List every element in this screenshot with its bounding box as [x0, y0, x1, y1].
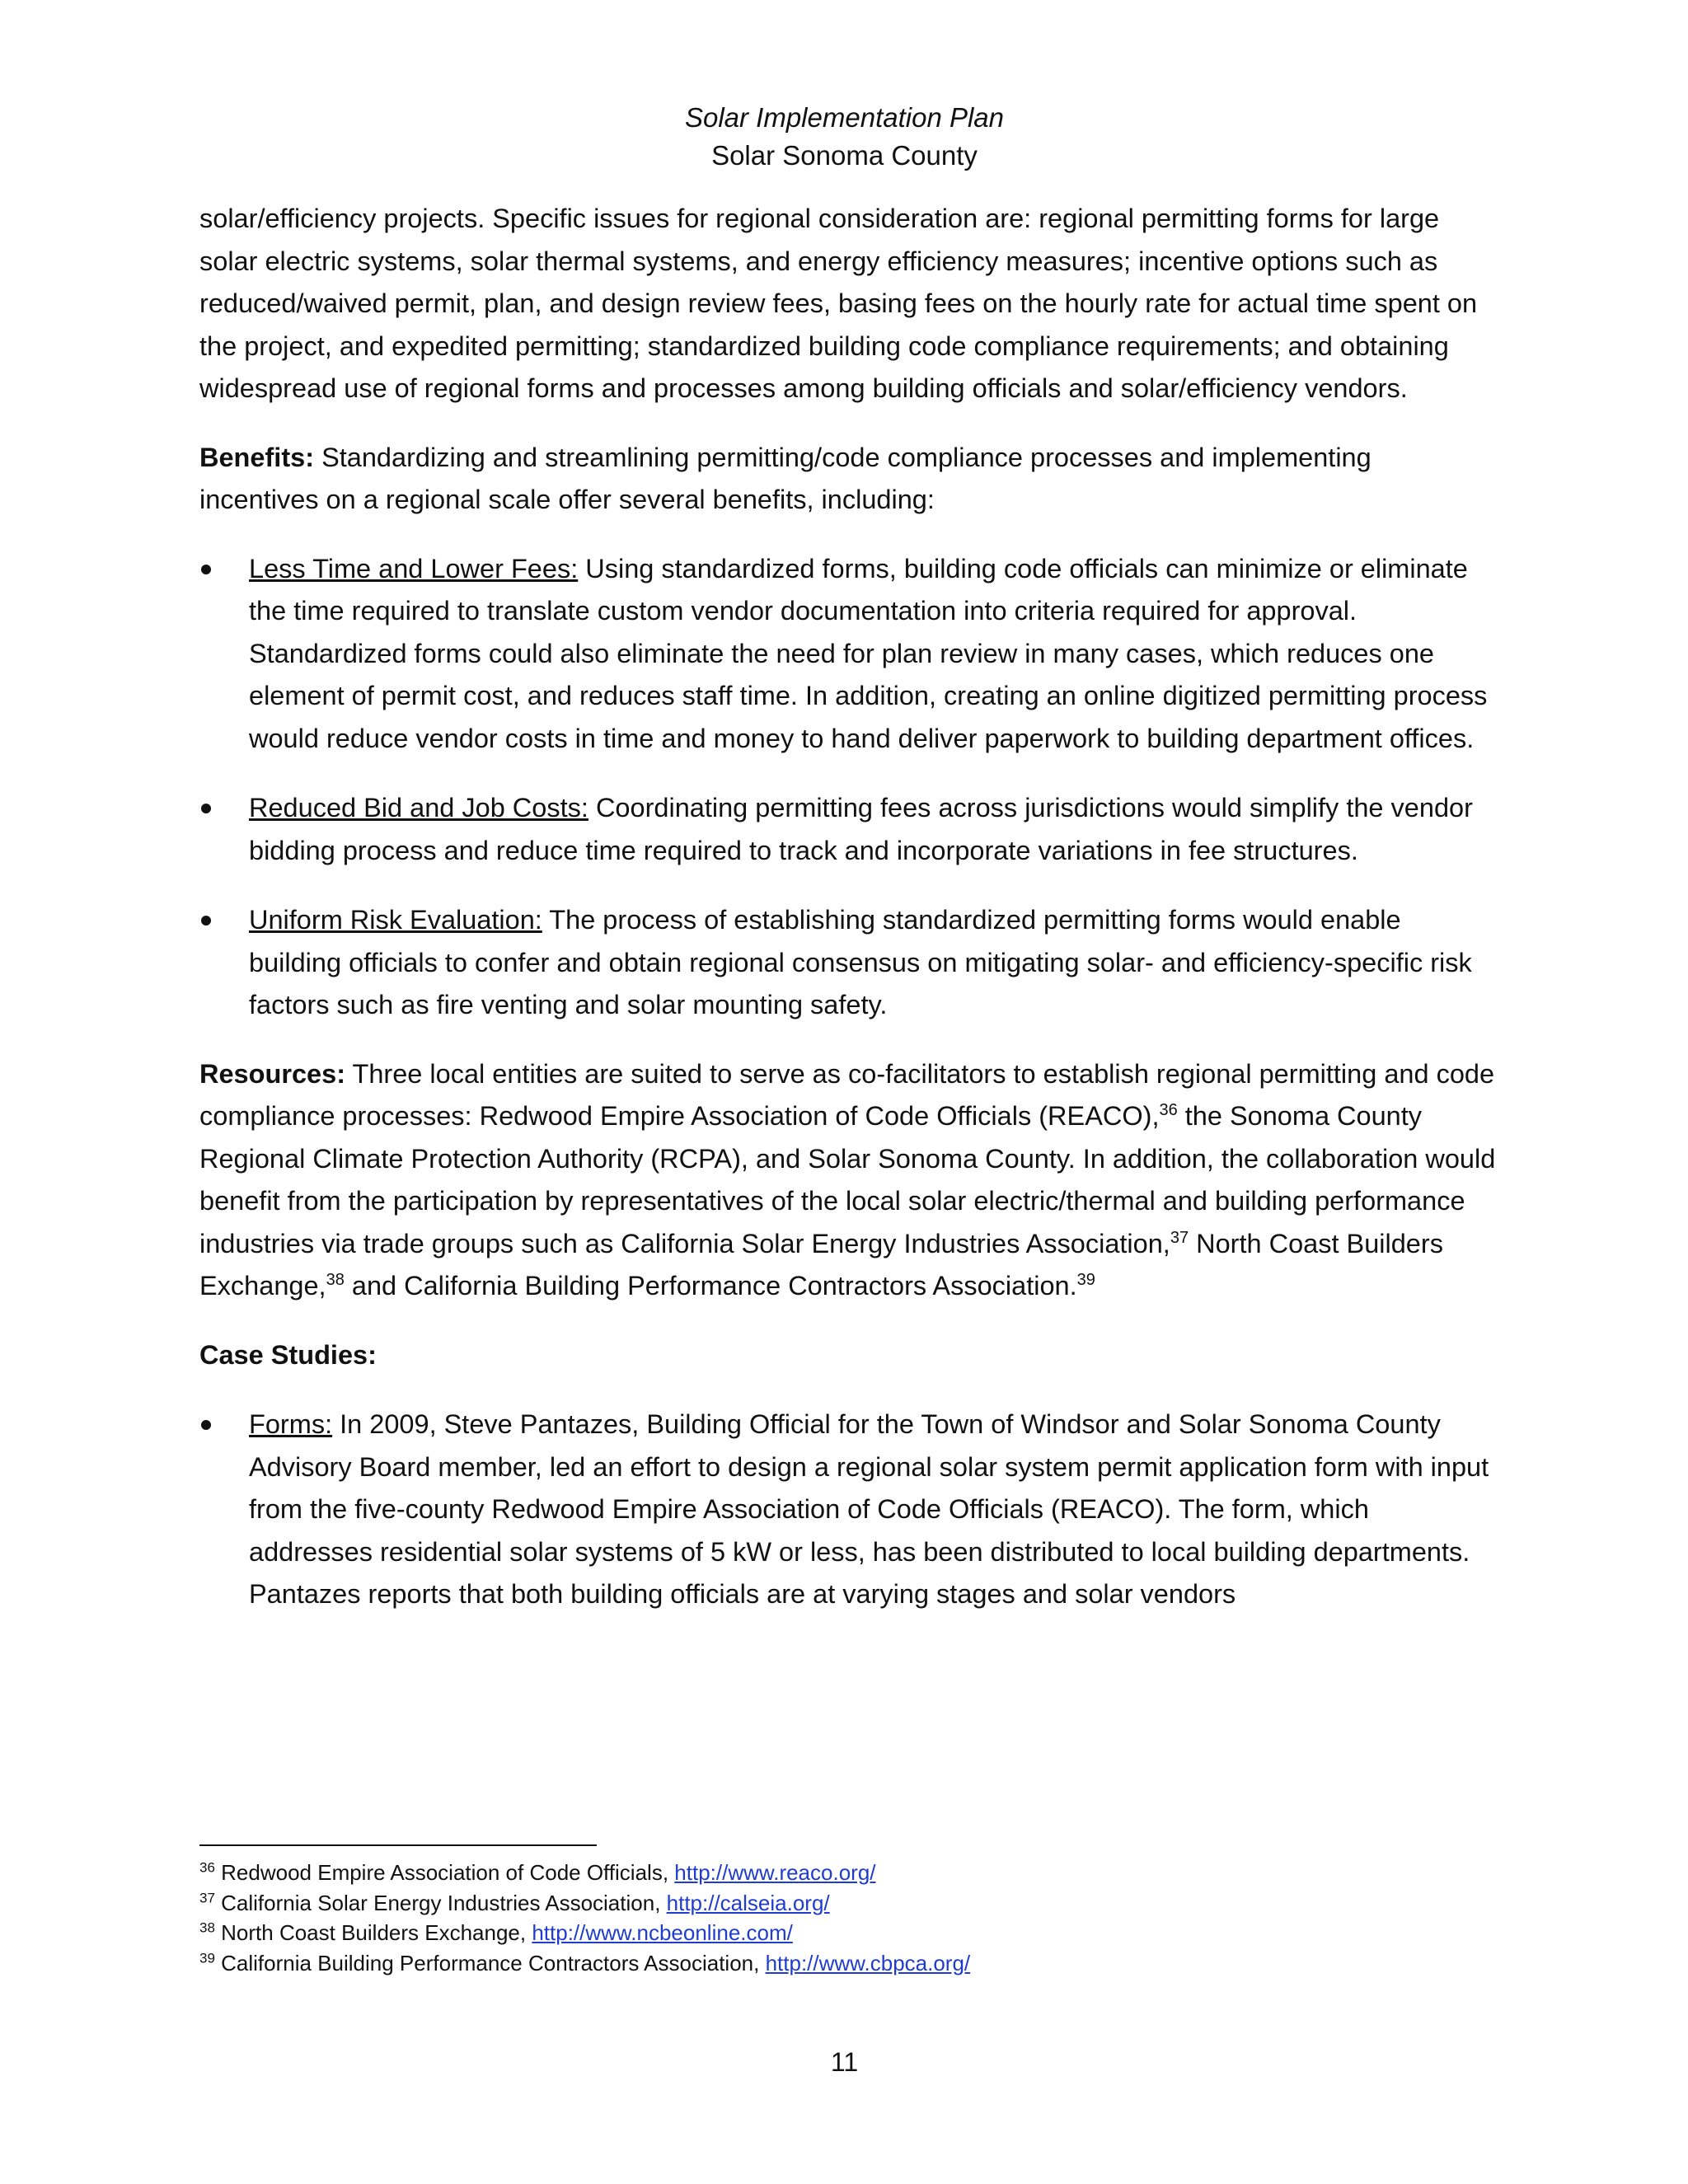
intro-paragraph: solar/efficiency projects. Specific issues for regional consideration are: regional permitting forms for large solar electric systems, solar thermal systems, and energy efficiency measures; incentive options such as reduced/waived permit, plan, and design review fees, basing fees on the hourly rate for actual time spent on the project, and expedited permitting; standardized building code compliance requirements; and obtaining widespread use of regional forms and processes among building officials and solar/efficiency vendors. [199, 204, 1478, 403]
footnote-number: 37 [199, 1889, 215, 1905]
footnotes [199, 1858, 1498, 1978]
resources-label: Resources: [199, 1058, 346, 1089]
footnote-link-calseia[interactable]: http://calseia.org/ [666, 1890, 830, 1915]
list-item-text: Using standardized forms, building code officials can minimize or eliminate the time required to translate custom vendor documentation into criteria required for approval. Standardized forms could also eliminate the need for plan review in many cases, which reduces one element of permit cost, and reduces staff time. In addition, creating an online digitized permitting process would reduce vendor costs in time and money to hand deliver paperwork to building department offices. [249, 553, 1488, 753]
bullet-icon [201, 565, 211, 574]
footnote-link-ncbe[interactable]: http://www.ncbeonline.com/ [532, 1920, 793, 1945]
footnote-37 [199, 1888, 1498, 1919]
footnote-number: 36 [199, 1859, 215, 1876]
benefits-list [199, 548, 1498, 1027]
benefits-paragraph [199, 437, 1498, 522]
benefits-label: Benefits: [199, 442, 315, 472]
resources-paragraph [199, 1053, 1498, 1308]
document-subtitle: Solar Sonoma County [711, 140, 978, 171]
resources-text-1: Three local entities are suited to serve as co-facilitators to establish regional permitting and code compliance processes: Redwood Empire Association of Code Officials (REACO), [199, 1058, 1495, 1131]
footnote-number: 38 [199, 1919, 215, 1936]
footnote-ref-38[interactable]: 38 [326, 1271, 345, 1290]
resources-text-3: North Coast Builders Exchange, [199, 1228, 1443, 1301]
resources-text-4: and California Building Performance Contractors Association. [344, 1271, 1077, 1301]
footnote-text: Redwood Empire Association of Code Officials, [214, 1860, 675, 1885]
bullet-icon [201, 804, 211, 813]
footnote-text: North Coast Builders Exchange, [214, 1920, 532, 1945]
footnote-link-reaco[interactable]: http://www.reaco.org/ [674, 1860, 876, 1885]
case-studies-list [199, 1404, 1498, 1616]
footnote-text: California Building Performance Contractors Association, [214, 1950, 766, 1975]
list-item-text: Coordinating permitting fees across jurisdictions would simplify the vendor bidding process and reduce time required to track and incorporate variations in fee structures. [249, 793, 1473, 865]
list-item [199, 548, 1498, 761]
footnote-ref-36[interactable]: 36 [1159, 1101, 1178, 1120]
case-studies-heading: Case Studies: [199, 1339, 377, 1370]
page-header [199, 99, 1489, 175]
footnote-36 [199, 1858, 1498, 1888]
page-number: 11 [830, 2047, 859, 2077]
footnote-38 [199, 1918, 1498, 1948]
benefits-text: Standardizing and streamlining permitting/code compliance processes and implementing incentives on a regional scale offer several benefits, including: [199, 442, 1372, 514]
list-item [199, 787, 1498, 872]
list-item-title: Reduced Bid and Job Costs: [249, 793, 588, 823]
list-item-title: Forms: [249, 1409, 333, 1439]
footnote-number: 39 [199, 1949, 215, 1966]
footnote-divider [199, 1844, 597, 1846]
list-item [199, 899, 1498, 1027]
document-page [199, 0, 1498, 2184]
document-body [199, 198, 1498, 1643]
list-item-title: Less Time and Lower Fees: [249, 553, 579, 583]
list-item [199, 1404, 1498, 1616]
footnote-ref-39[interactable]: 39 [1076, 1271, 1095, 1290]
document-title: Solar Implementation Plan [684, 102, 1005, 133]
footnote-text: California Solar Energy Industries Association, [214, 1890, 667, 1915]
list-item-text: In 2009, Steve Pantazes, Building Official for the Town of Windsor and Solar Sonoma County Advisory Board member, led an effort to design a regional solar system permit application form with input from the five-county Redwood Empire Association of Code Officials (REACO). The form, which addresses residential solar systems of 5 kW or less, has been distributed to local building departments. Pantazes reports that both building officials are at varying stages and solar vendors [249, 1409, 1489, 1609]
resources-text-2: the Sonoma County Regional Climate Protection Authority (RCPA), and Solar Sonoma County. In addition, the collaboration would benefit from the participation by representatives of the local solar electric/thermal and building performance industries via trade groups such as California Solar Energy Industries Association, [199, 1101, 1496, 1258]
list-item-text: The process of establishing standardized permitting forms would enable building officials to confer and obtain regional consensus on mitigating solar- and efficiency-specific risk factors such as fire venting and solar mounting safety. [249, 905, 1472, 1019]
footnote-39 [199, 1948, 1498, 1979]
bullet-icon [201, 916, 211, 926]
list-item-title: Uniform Risk Evaluation: [249, 905, 542, 935]
footnote-ref-37[interactable]: 37 [1170, 1228, 1189, 1247]
footnote-link-cbpca[interactable]: http://www.cbpca.org/ [765, 1950, 971, 1975]
bullet-icon [201, 1420, 211, 1430]
